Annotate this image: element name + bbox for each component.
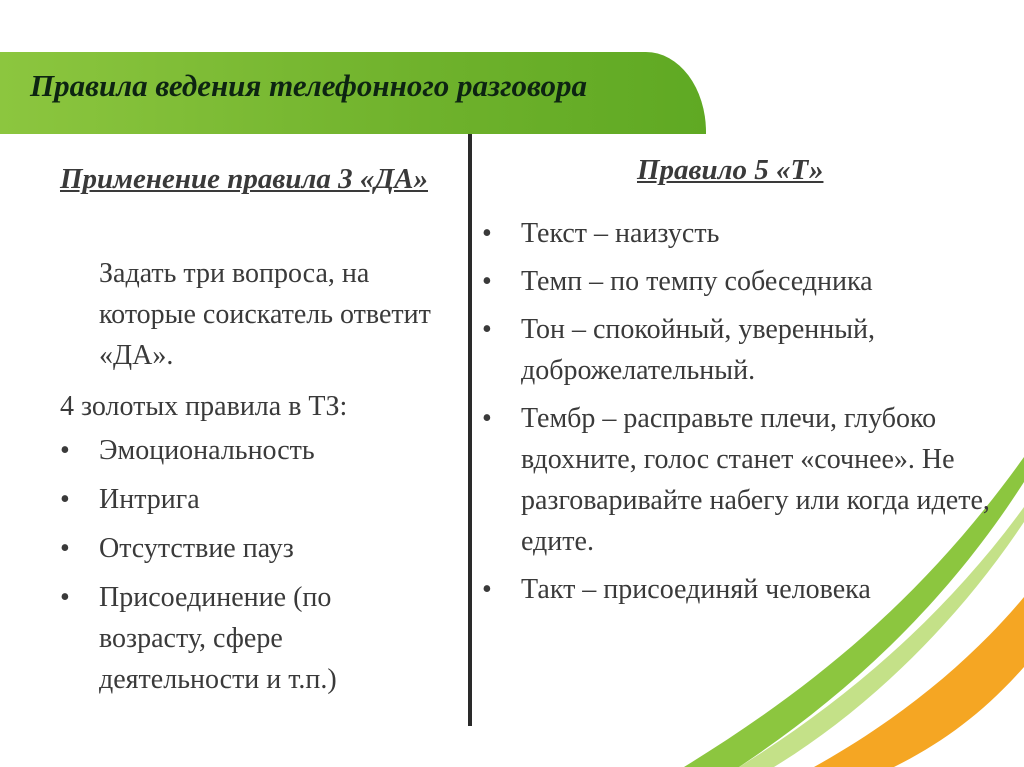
column-divider — [468, 134, 472, 726]
list-item — [60, 528, 420, 569]
bullet-icon: • — [60, 484, 70, 515]
list-item-text: Такт – присоединяй человека — [521, 574, 871, 605]
list-item — [482, 261, 1012, 302]
list-item — [60, 577, 420, 700]
left-heading: Применение правила 3 «ДА» — [60, 163, 428, 195]
slide-title: Правила ведения телефонного разговора — [30, 68, 588, 103]
bullet-icon: • — [482, 314, 492, 345]
list-item-text: Эмоциональность — [99, 435, 315, 466]
bullet-icon: • — [482, 574, 492, 605]
bullet-icon: • — [482, 266, 492, 297]
rules-title: 4 золотых правила в ТЗ: — [60, 391, 348, 422]
bullet-icon: • — [60, 435, 70, 466]
list-item-text: Отсутствие пауз — [99, 533, 294, 564]
bullet-icon: • — [60, 582, 70, 613]
list-item-text: Текст – наизусть — [521, 218, 720, 249]
bullet-icon: • — [482, 218, 492, 249]
bullet-icon: • — [482, 403, 492, 434]
bullet-icon: • — [60, 533, 70, 564]
right-bullet-list — [482, 213, 1012, 617]
list-item-text: Тон – спокойный, уверенный, доброжелательный. — [521, 314, 876, 386]
list-item-text: Интрига — [99, 484, 200, 515]
list-item-text: Тембр – расправьте плечи, глубоко вдохните, голос станет «сочнее». Не разговаривайте набегу или когда идете, едите. — [521, 403, 990, 557]
list-item — [482, 309, 1012, 391]
right-heading: Правило 5 «Т» — [637, 154, 824, 186]
list-item — [60, 430, 420, 471]
list-item — [60, 479, 420, 520]
list-item — [482, 569, 1012, 610]
list-item-text: Темп – по темпу собеседника — [521, 266, 873, 297]
left-indent-text: Задать три вопроса, на которые соискатель ответит «ДА». — [99, 258, 431, 371]
left-bullet-list — [60, 430, 420, 708]
list-item — [482, 213, 1012, 254]
list-item-text: Присоединение (по возрасту, сфере деятельности и т.п.) — [99, 582, 337, 695]
list-item — [482, 398, 1012, 562]
